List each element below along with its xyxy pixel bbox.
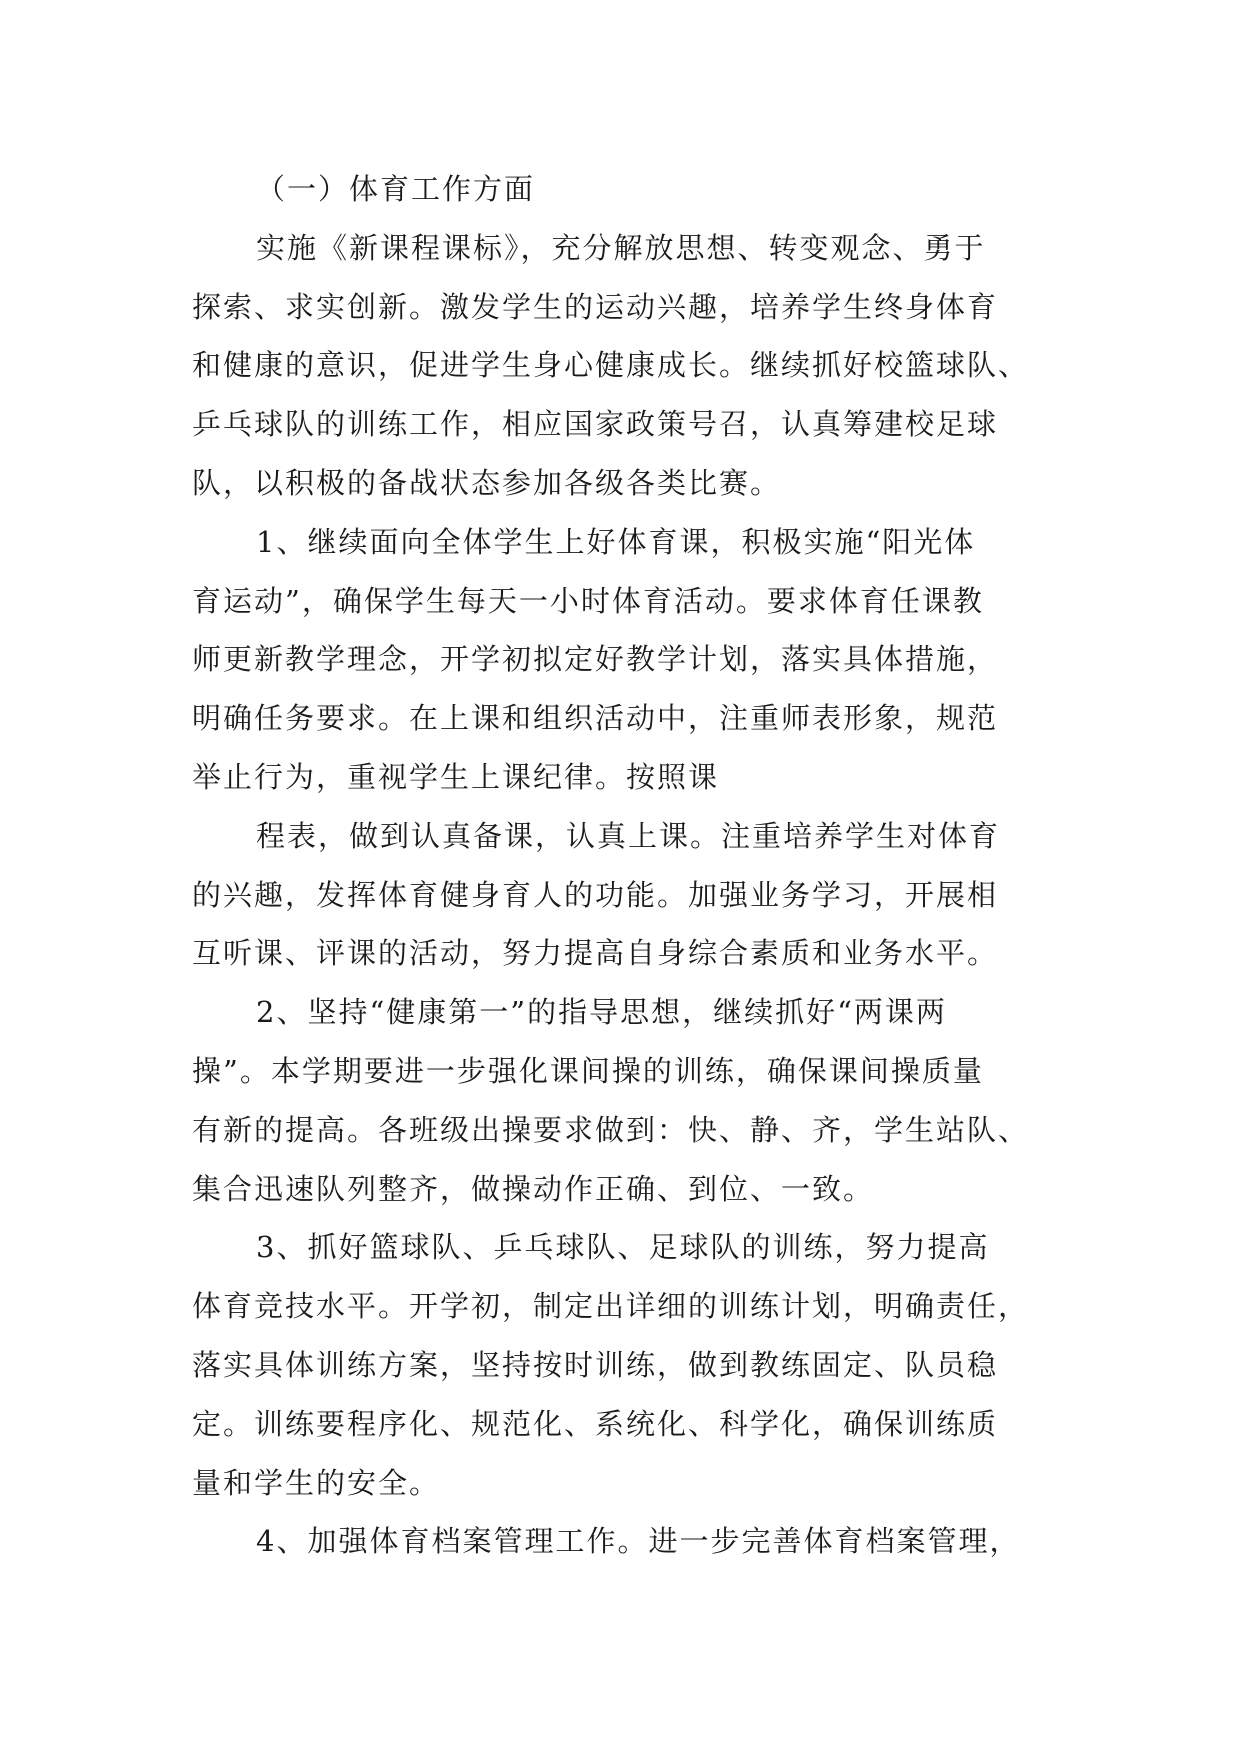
text-line: 互听课、评课的活动，努力提高自身综合素质和业务水平。: [192, 936, 999, 971]
document-body: [192, 160, 1072, 1571]
text-line: 的兴趣，发挥体育健身育人的功能。加强业务学习，开展相: [192, 877, 999, 912]
text-line: 明确任务要求。在上课和组织活动中，注重师表形象，规范: [192, 701, 999, 736]
text-line: 3、抓好篮球队、乒乓球队、足球队的训练，努力提高: [256, 1230, 990, 1265]
text-line: 4、加强体育档案管理工作。进一步完善体育档案管理，: [256, 1524, 1021, 1559]
text-line: 育运动”，确保学生每天一小时体育活动。要求体育任课教: [192, 583, 984, 618]
text-line: 和健康的意识，促进学生身心健康成长。继续抓好校篮球队、: [192, 348, 1030, 383]
text-line: 探索、求实创新。激发学生的运动兴趣，培养学生终身体育: [192, 289, 999, 324]
text-line: 举止行为，重视学生上课纪律。按照课: [192, 759, 720, 794]
text-line: 2、坚持“健康第一”的指导思想，继续抓好“两课两: [256, 995, 947, 1030]
text-line: 体育竞技水平。开学初，制定出详细的训练计划，明确责任，: [192, 1289, 1030, 1324]
text-line: 定。训练要程序化、规范化、系统化、科学化，确保训练质: [192, 1406, 999, 1441]
text-line: 程表，做到认真备课，认真上课。注重培养学生对体育: [256, 818, 1001, 853]
text-line: 乒乓球队的训练工作，相应国家政策号召，认真筹建校足球: [192, 407, 999, 442]
text-line: 集合迅速队列整齐，做操动作正确、到位、一致。: [192, 1171, 875, 1206]
text-line: 操”。本学期要进一步强化课间操的训练，确保课间操质量: [192, 1053, 984, 1088]
text-line: 有新的提高。各班级出操要求做到：快、静、齐，学生站队、: [192, 1112, 1030, 1147]
section-heading: （一）体育工作方面: [256, 172, 536, 206]
text-line: 量和学生的安全。: [192, 1465, 441, 1500]
text-line: 落实具体训练方案，坚持按时训练，做到教练固定、队员稳: [192, 1347, 999, 1382]
text-line: 1、继续面向全体学生上好体育课，积极实施“阳光体: [256, 524, 976, 559]
text-line: 师更新教学理念，开学初拟定好教学计划，落实具体措施，: [192, 642, 999, 677]
text-line: 实施《新课程课标》，充分解放思想、转变观念、勇于: [256, 230, 986, 265]
text-line: 队，以积极的备战状态参加各级各类比赛。: [192, 465, 782, 500]
